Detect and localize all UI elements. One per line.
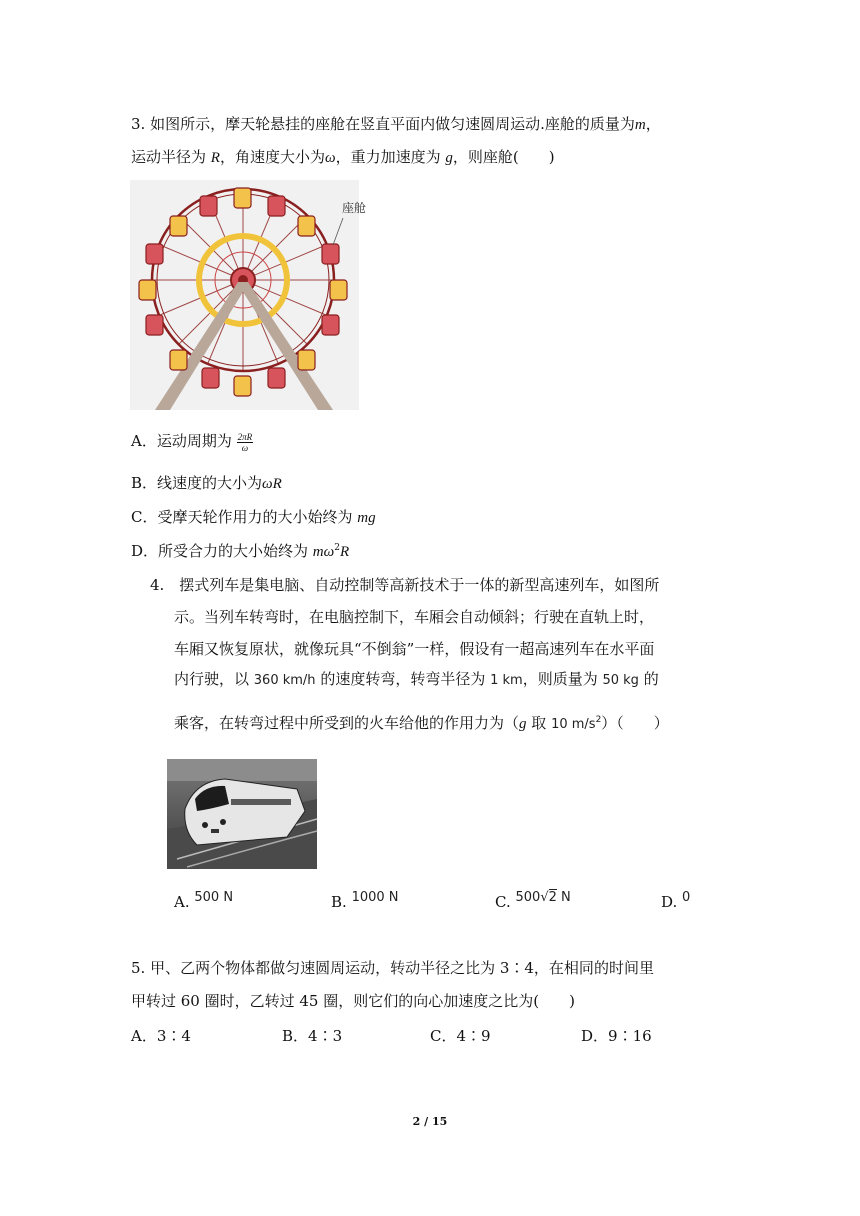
q3-radius-symbol: R	[210, 150, 220, 166]
q3-line1-suffix: ，	[645, 115, 661, 133]
q4-option-c-unit: N	[556, 890, 571, 905]
q4-line4-a: 内行驶，以	[174, 670, 254, 688]
q5-option-d[interactable]: D．9∶16	[581, 1027, 652, 1045]
q4-line4-c: ，则质量为	[522, 670, 603, 688]
q4-line5	[174, 712, 669, 733]
ferris-wheel-figure	[130, 180, 367, 410]
q4-line5-c: ）（ ）	[601, 714, 669, 732]
q4-g: g	[519, 716, 527, 732]
q3-line2-b: ，角速度大小为	[219, 148, 325, 166]
q4-option-d-label: D.	[661, 893, 678, 911]
q5-option-a[interactable]: A．3∶4	[131, 1027, 191, 1045]
q3-omega-symbol: ω	[324, 150, 336, 166]
q3-option-c-math: mg	[357, 510, 376, 526]
q3-option-d-math: mω	[312, 544, 335, 560]
q4-line5-b: 取	[526, 714, 552, 732]
q4-mass: 50 kg	[602, 673, 639, 688]
q4-option-c[interactable]	[495, 890, 571, 911]
q4-option-c-value: 500	[515, 890, 541, 905]
q4-option-b[interactable]	[331, 890, 399, 911]
q3-option-b[interactable]	[131, 472, 282, 493]
q5-option-c[interactable]: C．4∶9	[430, 1027, 491, 1045]
cabin-label: 座舱	[342, 201, 367, 215]
q3-option-a-fraction	[237, 432, 254, 453]
q4-speed: 360 km/h	[253, 673, 316, 688]
q4-option-a-label: A.	[174, 893, 190, 911]
q3-option-a[interactable]	[131, 430, 253, 453]
q3-option-b-math: ωR	[262, 476, 282, 492]
q4-line2: 示。当列车转弯时，在电脑控制下，车厢会自动倾斜；行驶在直轨上时，	[174, 608, 655, 626]
q3-option-c-text: C．受摩天轮作用力的大小始终为	[131, 508, 358, 526]
q4-line4-d: 的	[638, 670, 659, 688]
q3-mass-symbol: m	[634, 117, 646, 133]
q4-option-d-value: 0	[682, 890, 691, 905]
q4-gsup: 2	[595, 715, 602, 725]
q4-option-b-value: 1000 N	[351, 890, 399, 905]
fraction-numerator: 2πR	[237, 431, 253, 442]
train-body	[185, 779, 305, 845]
q3-option-d-text: D．所受合力的大小始终为	[131, 542, 313, 560]
q4-line4	[174, 668, 659, 689]
q4-option-a-value: 500 N	[194, 890, 234, 905]
q4-option-c-radicand: 2	[548, 890, 557, 905]
q3-g-symbol: g	[445, 150, 453, 166]
q3-option-d[interactable]	[131, 540, 349, 561]
q5-line1: 5. 甲、乙两个物体都做匀速圆周运动，转动半径之比为 3∶4，在相同的时间里	[131, 959, 654, 977]
q4-line3: 车厢又恢复原状，就像玩具“不倒翁”一样，假设有一超高速列车在水平面	[174, 640, 655, 658]
q3-option-c[interactable]	[131, 506, 376, 527]
tilting-train-photo	[167, 759, 317, 869]
q3-option-d-math2: R	[339, 544, 350, 560]
q3-line2-a: 运动半径为	[131, 148, 211, 166]
q3-line1	[131, 113, 661, 134]
q3-option-a-text: A．运动周期为	[131, 432, 232, 450]
q3-option-d-sup: 2	[334, 543, 340, 553]
q4-gval: 10 m/s	[551, 717, 596, 732]
q3-line2	[131, 146, 555, 167]
q3-option-b-text: B．线速度的大小为	[131, 474, 263, 492]
q4-line5-a: 乘客，在转弯过程中所受到的火车给他的作用力为（	[174, 714, 520, 732]
q5-option-b[interactable]: B．4∶3	[282, 1027, 343, 1045]
q3-line1-prefix: 3. 如图所示，摩天轮悬挂的座舱在竖直平面内做匀速圆周运动.座舱的质量为	[131, 115, 635, 133]
q3-line2-c: ，重力加速度为	[335, 148, 446, 166]
sqrt-icon: √	[540, 890, 549, 905]
q4-line1: 4. 摆式列车是集电脑、自动控制等高新技术于一体的新型高速列车，如图所	[150, 576, 660, 594]
q4-option-a[interactable]	[174, 890, 234, 911]
q4-option-b-label: B.	[331, 893, 347, 911]
q4-option-c-label: C.	[495, 893, 511, 911]
q3-line2-d: ，则座舱( )	[452, 148, 555, 166]
q4-radius: 1 km	[490, 673, 523, 688]
page-number: 2 / 15	[412, 1115, 448, 1128]
q4-option-d[interactable]	[661, 890, 691, 911]
q4-line4-b: 的速度转弯，转弯半径为	[315, 670, 491, 688]
q5-line2: 甲转过 60 圈时，乙转过 45 圈，则它们的向心加速度之比为( )	[131, 992, 575, 1010]
fraction-denominator: ω	[241, 442, 249, 453]
